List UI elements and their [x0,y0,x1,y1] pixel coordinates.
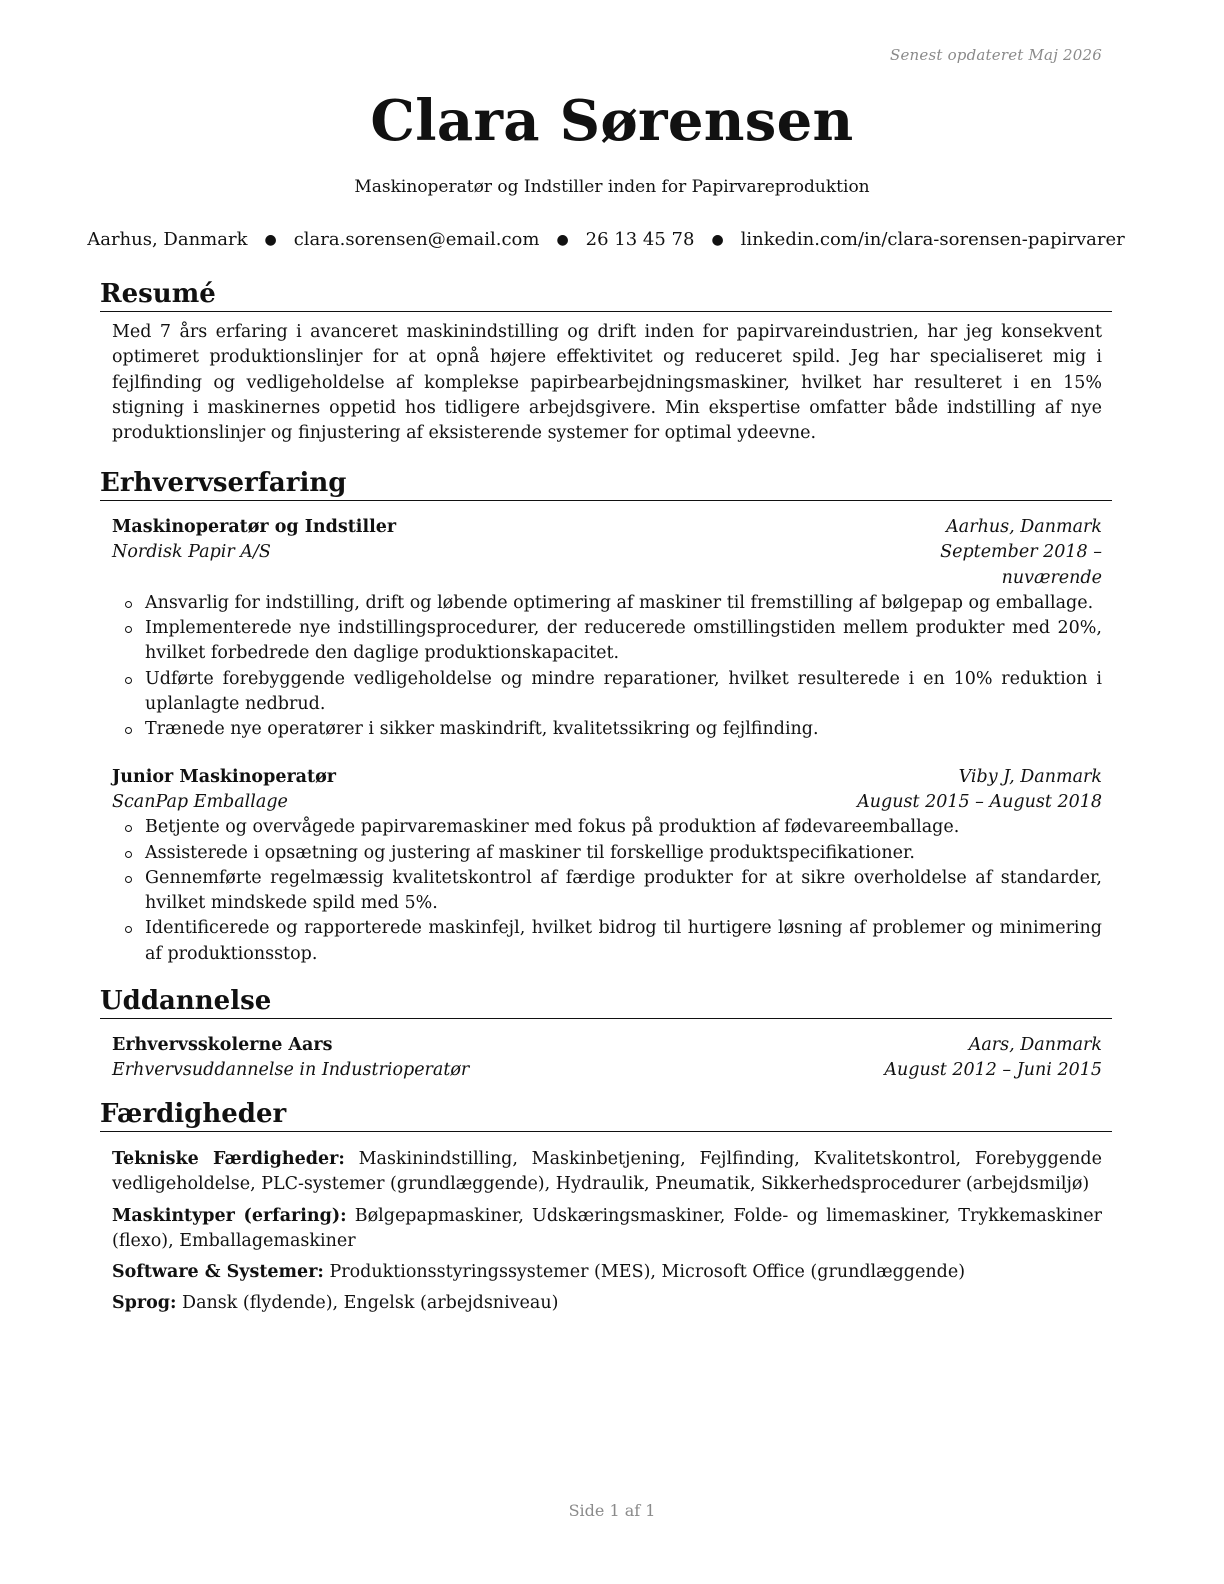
list-item: Identificerede og rapporterede maskinfejl, hvilket bidrog til hurtigere løsning af problemer og minimering af produktionsstop. [112,916,1102,967]
contact-phone: 26 13 45 78 [585,229,695,250]
candidate-name: Clara Sørensen [370,88,854,154]
list-item: Betjente og overvågede papirvaremaskiner med fokus på produktion af fødevareemballage. [112,815,1102,840]
skill-row [112,1204,1102,1255]
job-bullets [112,591,1102,743]
bullet-separator-icon: ● [711,232,724,248]
skill-label: Sprog: [112,1293,177,1314]
education-dates: August 2012 – Juni 2015 [884,1060,1102,1081]
list-item: Assisterede i opsætning og justering af maskiner til forskellige produktspecifikationer. [112,841,1102,866]
job-dates: August 2015 – August 2018 [857,791,1102,812]
section-title-summary: Resumé [100,279,1112,312]
contact-email-link[interactable]: clara.sorensen@email.com [293,229,540,250]
list-item: Gennemførte regelmæssig kvalitetskontrol af færdige produkter for at sikre overholdelse af standarder, hvilket mindskede spild med 5%. [112,866,1102,917]
skill-value: Dansk (flydende), Engelsk (arbejdsniveau) [182,1293,559,1314]
summary-text: Med 7 års erfaring i avanceret maskinindstilling og drift inden for papirvareindustrien, har jeg konsekvent optimeret produktionslinjer for at opnå højere effektivitet og reduceret spild. Jeg har specialiseret mig i fejlfinding og vedligeholdelse af komplekse papirbearbejdningsmaskiner, hvilket har resulteret i en 15% stigning i maskinernes oppetid hos tidligere arbejdsgivere. Min ekspertise omfatter både indstilling af nye produktionslinjer og finjustering af eksisterende systemer for optimal ydeevne. [112,322,1102,444]
job-company: Nordisk Papir A/S [112,542,271,563]
job-entry [112,765,1102,967]
education-school: Erhvervsskolerne Aars [112,1035,333,1055]
headline: Maskinoperatør og Indstiller inden for Papirvareproduktion [354,177,870,197]
section-title-experience: Erhvervserfaring [100,468,1112,501]
page-number: Side 1 af 1 [568,1501,656,1520]
list-item: Ansvarlig for indstilling, drift og løbende optimering af maskiner til fremstilling af bølgepap og emballage. [112,591,1102,616]
contact-linkedin-link[interactable]: linkedin.com/in/clara-sorensen-papirvarer [740,229,1125,250]
education-location: Aars, Danmark [968,1035,1102,1055]
skill-value: Maskinindstilling, Maskinbetjening, Fejlfinding, Kvalitetskontrol, Forebyggende vedligeholdelse, PLC-systemer (grundlæggende), Hydraulik, Pneumatik, Sikkerhedsprocedurer (arbejdsmiljø) [112,1149,1102,1195]
contact-line [87,228,1125,252]
last-updated: Senest opdateret Maj 2026 [889,46,1102,64]
skill-label: Maskintyper (erfaring): [112,1205,347,1226]
contact-location: Aarhus, Danmark [87,229,248,250]
section-title-skills: Færdigheder [100,1099,1112,1132]
job-role: Junior Maskinoperatør [112,766,336,787]
education-section [100,986,1112,1084]
skill-row [112,1291,1102,1316]
job-bullets [112,815,1102,967]
summary-section [100,279,1112,446]
skill-row [112,1147,1102,1198]
skill-row [112,1260,1102,1285]
section-title-education: Uddannelse [100,986,1112,1019]
skill-value: Bølgepapmaskiner, Udskæringsmaskiner, Folde- og limemaskiner, Trykkemaskiner (flexo), Emballagemaskiner [112,1205,1102,1251]
job-dates: September 2018 – nuværende [940,542,1102,588]
list-item: Udførte forebyggende vedligeholdelse og mindre reparationer, hvilket resulterede i en 10% reduktion i uplanlagte nedbrud. [112,667,1102,718]
bullet-separator-icon: ● [264,232,277,248]
job-role: Maskinoperatør og Indstiller [112,517,397,537]
education-degree: Erhvervsuddannelse in Industrioperatør [112,1060,470,1081]
bullet-separator-icon: ● [556,232,569,248]
list-item: Trænede nye operatører i sikker maskindrift, kvalitetssikring og fejlfinding. [112,717,1102,742]
skill-value: Produktionsstyringssystemer (MES), Microsoft Office (grundlæggende) [329,1262,966,1283]
skill-label: Tekniske Færdigheder: [112,1149,345,1169]
job-entry [112,515,1102,743]
list-item: Implementerede nye indstillingsprocedurer, der reducerede omstillingstiden mellem produkter med 20%, hvilket forbedrede den daglige produktionskapacitet. [112,616,1102,667]
experience-section [100,468,1112,967]
job-location: Viby J, Danmark [958,766,1102,787]
skills-section [100,1099,1112,1323]
job-location: Aarhus, Danmark [946,517,1102,537]
skill-label: Software & Systemer: [112,1262,324,1283]
job-company: ScanPap Emballage [112,791,288,812]
